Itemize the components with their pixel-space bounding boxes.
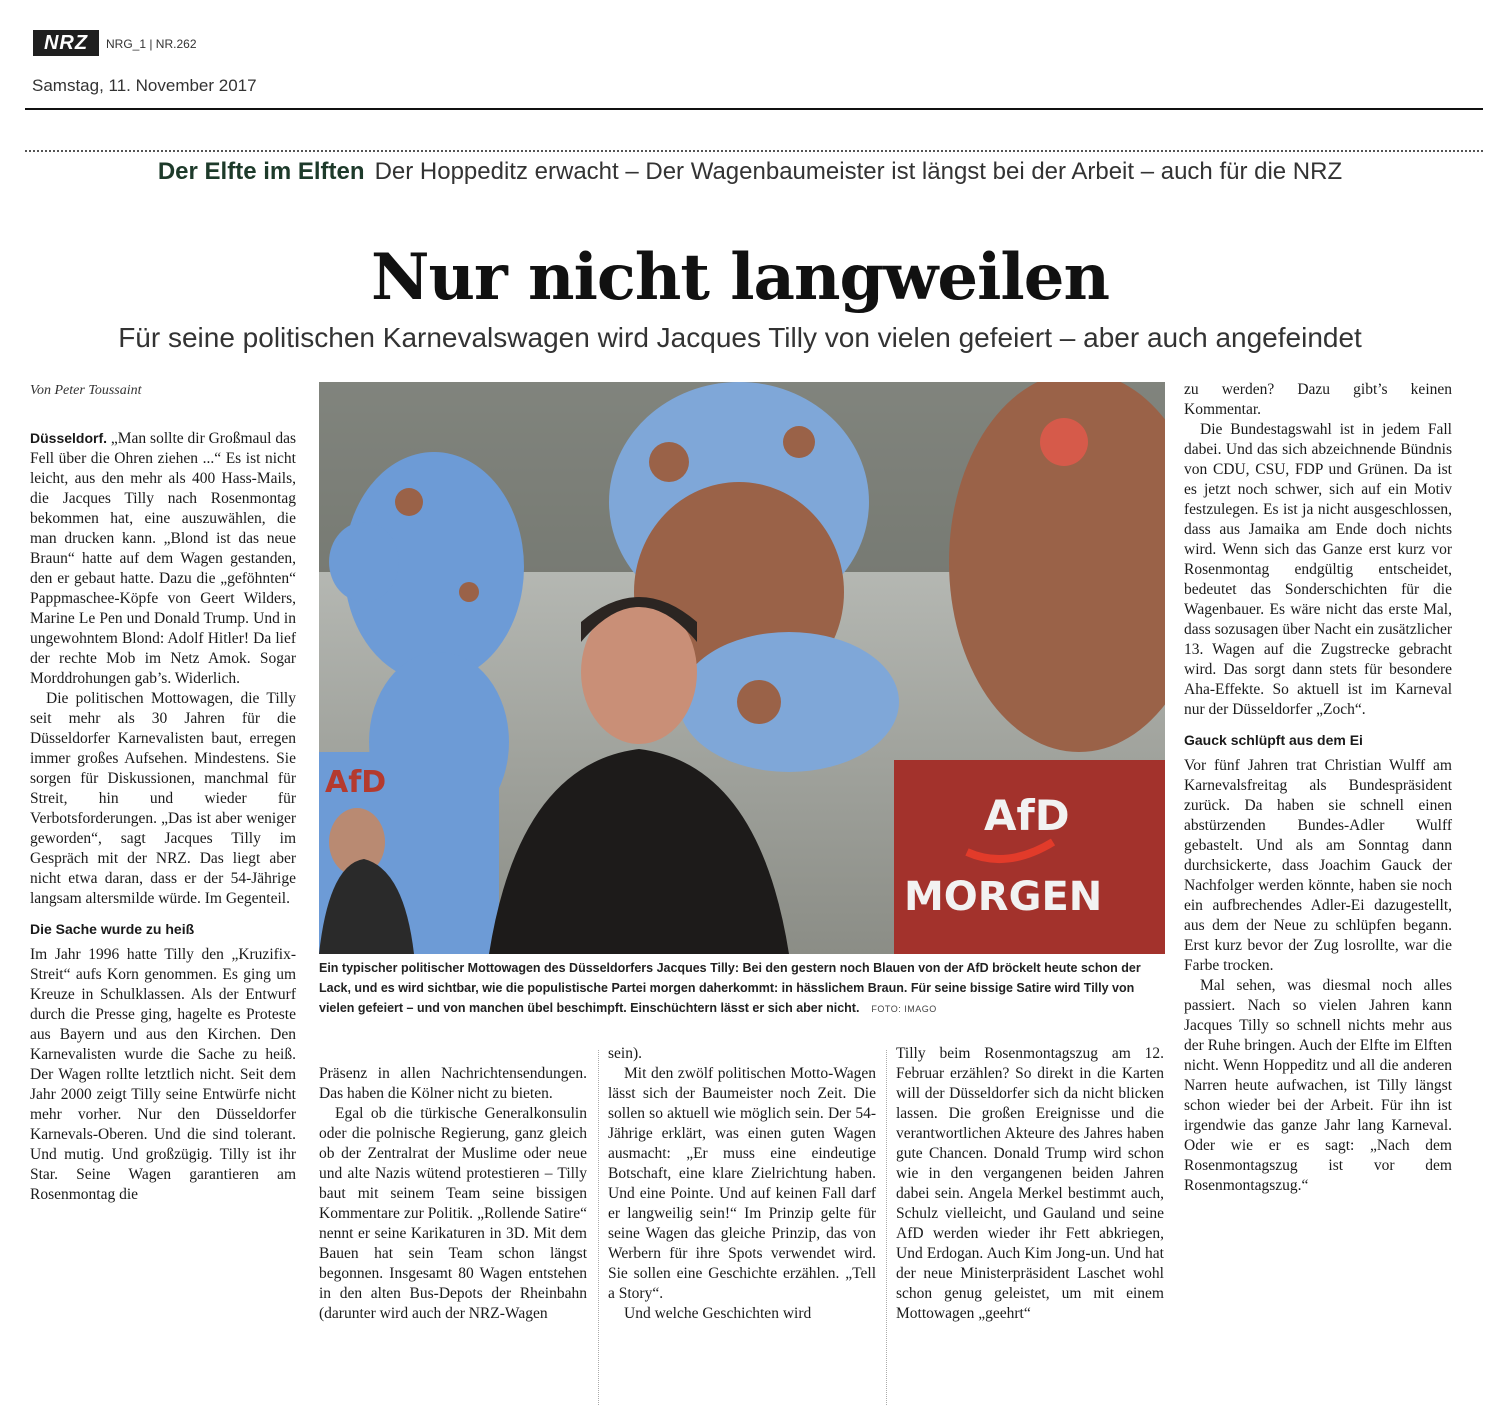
column-4 [896, 1044, 1164, 1324]
kicker-label: Der Elfte im Elften [157, 158, 365, 185]
column-5 [1184, 380, 1452, 1196]
column-separator [886, 1050, 887, 1405]
paragraph: Egal ob die türkische Generalkonsulin oder die polnische Regierung, ganz gleich ob der Zentralrat der Muslime oder neue und alte Nazis wütend protestieren – Tilly baut mit seinem Team seine bissigen Kommentare zur Politik. „Rollende Satire“ nennt er seine Karikaturen in 3D. Mit dem Bauen hat sein Team schon längst begonnen. Insgesamt 80 Wagen entstehen in den alten Bus-Depots der Rheinbahn (darunter wird auch der NRZ-Wagen [319, 1105, 587, 1322]
headline: Nur nicht langweilen [371, 240, 1109, 315]
paragraph: Und welche Geschichten wird [624, 1305, 812, 1322]
top-rule [25, 108, 1483, 110]
carnival-float-photo [319, 382, 1165, 954]
dateline-city: Düsseldorf. [30, 430, 108, 446]
section-heading: Gauck schlüpft aus dem Ei [1184, 732, 1363, 748]
paragraph: sein). [608, 1045, 643, 1062]
paragraph: Die Bundestagswahl ist in jedem Fall dabei. Und das sich abzeichnende Bündnis von CDU, CSU, FDP und Grünen. Da ist es jetzt noch schwer, sich auf ein Motiv festzulegen. Es ist ja nicht ausgeschlossen, dass aus Jamaika am Ende doch nichts wird. Wenn sich das Ganze erst kurz vor Rosenmontag endgültig entscheidet, bedeutet das Sonderschichten für die Wagenbauer. Es wäre nicht das erste Mal, dass sozusagen über Nacht ein zusätzlicher 13. Wagen auf die Zugstrecke gebracht wird. Das sorgt dann stets für besondere Aha-Effekte. So aktuell ist im Karneval nur der Düsseldorfer „Zoch“. [1184, 421, 1452, 718]
article-photo [319, 382, 1165, 954]
newspaper-logo: NRZ [33, 30, 99, 56]
issue-date: Samstag, 11. November 2017 [32, 76, 257, 95]
paragraph-text: „Man sollte dir Großmaul das Fell über die Ohren ziehen ...“ Es ist nicht leicht, aus den mehr als 400 Hass-Mails, die Jacques Tilly nach Rosenmontag bekommen hat, eine auszuwählen, die man drucken kann. „Blond ist das neue Braun“ hatte auf dem Wagen gestanden, den er gebaut hatte. Dazu die „geföhnten“ Pappmaschee-Köpfe von Geert Wilders, Marine Le Pen und Donald Trump. Und in ungewohntem Blond: Adolf Hitler! Da lief der rechte Mob im Netz Amok. Sogar Morddrohungen gab’s. Widerlich. [30, 430, 296, 687]
paragraph: Mal sehen, was diesmal noch alles passiert. Nach so vielen Jahren kann Jacques Tilly so schnell nichts mehr aus der Ruhe bringen. Auch der Elfte im Elften nicht. Wenn Hoppeditz und all die anderen Narren heute aufwachen, ist Tilly längst schon wieder bei der Arbeit. Für ihn ist irgendwie das ganze Jahr lang Karneval. Oder wie er es sagt: „Nach dem Rosenmontagszug ist vor dem Rosenmontagszug.“ [1184, 977, 1452, 1194]
section-heading: Die Sache wurde zu heiß [30, 921, 195, 937]
paragraph [30, 428, 296, 689]
kicker [0, 158, 1500, 186]
column-2 [319, 1064, 587, 1324]
byline: Von Peter Toussaint [30, 383, 142, 398]
dotted-rule [25, 150, 1483, 152]
paragraph: Tilly beim Rosenmontagszug am 12. Februar erzählen? So direkt in die Karten will der Düsseldorfer sich da nicht blicken lassen. Die großen Ereignisse und die verantwortlichen Akteure des Jahres haben gute Chancen. Donald Trump wird schon wie in den vergangenen beiden Jahren dabei sein. Angela Merkel bestimmt auch, Schulz vielleicht, und Gauland und seine AfD werden wieder ihr Fett abkriegen, Und Erdogan. Auch Kim Jong-un. Und hat der neue Ministerpräsident Laschet wohl schon genug geleistet, um mit einem Mottowagen „geehrt“ [896, 1045, 1164, 1322]
column-separator [598, 1050, 599, 1405]
photo-credit: FOTO: IMAGO [871, 1004, 937, 1014]
sign-text-left: AfD [325, 765, 387, 800]
paragraph: Vor fünf Jahren trat Christian Wulff am Karnevalsfreitag als Bundespräsident zurück. Da haben sie schnell einen abstürzenden Bundes-Adler Wulff gebastelt. Und als am Sonntag dann durchsickerte, dass Joachim Gauck der Nachfolger werden könnte, haben sie noch ein aufbrechendes Adler-Ei dazugestellt, aus dem der Neue zu schlüpfen begann. Erst kurz bevor der Zug losrollte, war die Farbe trocken. [1184, 757, 1452, 974]
column-3 [608, 1044, 876, 1324]
photo-caption [319, 958, 1165, 1019]
paragraph: Die politischen Mottowagen, die Tilly seit mehr als 30 Jahren für die Düsseldorfer Karnevalisten baut, erregen immer großes Aufsehen. Mindestens. Sie sorgen für Diskussionen, manchmal für Streit, hin und wieder für Verbotsforderungen. „Das ist aber weniger geworden“, sagt Jacques Tilly im Gespräch mit der NRZ. Das liegt aber nicht etwa daran, dass er der 54-Jährige langsam altersmilde würde. Im Gegenteil. [30, 690, 296, 907]
subheadline: Für seine politischen Karnevalswagen wird Jacques Tilly von vielen gefeiert – aber auch angefeindet [118, 322, 1362, 353]
edition-number: NRG_1 | NR.262 [106, 37, 197, 51]
sign-text-afd: AfD [984, 791, 1070, 840]
sign-text-morgen: MORGEN [904, 874, 1103, 920]
column-1 [30, 428, 296, 1205]
paragraph: Mit den zwölf politischen Motto-Wagen lässt sich der Baumeister noch Zeit. Die sollen so aktuell wie möglich sein. Der 54-Jährige erklärt, was einen guten Wagen ausmacht: „Er muss eine eindeutige Botschaft, eine klare Zielrichtung haben. Und eine Pointe. Und auf keinen Fall darf er langweilig sein!“ Im Prinzip gelte für seine Wagen das gleiche Prinzip, das von Werbern für ihre Spots verwendet wird. Sie sollen eine Geschichte erzählen. „Tell a Story“. [608, 1065, 876, 1302]
paragraph: zu werden? Dazu gibt’s keinen Kommentar. [1184, 381, 1452, 418]
caption-text: Ein typischer politischer Mottowagen des Düsseldorfers Jacques Tilly: Bei den gestern noch Blauen von der AfD bröckelt heute schon der Lack, und es wird sichtbar, wie die populistische Partei morgen daherkommt: in hässlichem Braun. Für seine bissige Satire wird Tilly von vielen gefeiert – und von manchen übel beschimpft. Einschüchtern lässt er sich aber nicht. [319, 961, 1141, 1015]
kicker-text: Der Hoppeditz erwacht – Der Wagenbaumeister ist längst bei der Arbeit – auch für die NRZ [374, 158, 1343, 185]
paragraph: Präsenz in allen Nachrichtensendungen. Das haben die Kölner nicht zu bieten. [319, 1065, 587, 1102]
paragraph: Im Jahr 1996 hatte Tilly den „Kruzifix-Streit“ aufs Korn genommen. Es ging um Kreuze in Schulklassen. Als der Entwurf durch die Presse ging, hagelte es Proteste aus Bayern und aus den Kirchen. Den Karnevalisten wurde die Sache zu heiß. Der Wagen rollte letztlich nicht. Seit dem Jahr 2000 zeigt Tilly seine Entwürfe nicht mehr vorher. Nur den Düsseldorfer Karnevals-Oberen. Und die sind tolerant. Und mutig. Und großzügig. Tilly ist ihr Star. Seine Wagen garantieren am Rosenmontag die [30, 946, 296, 1203]
